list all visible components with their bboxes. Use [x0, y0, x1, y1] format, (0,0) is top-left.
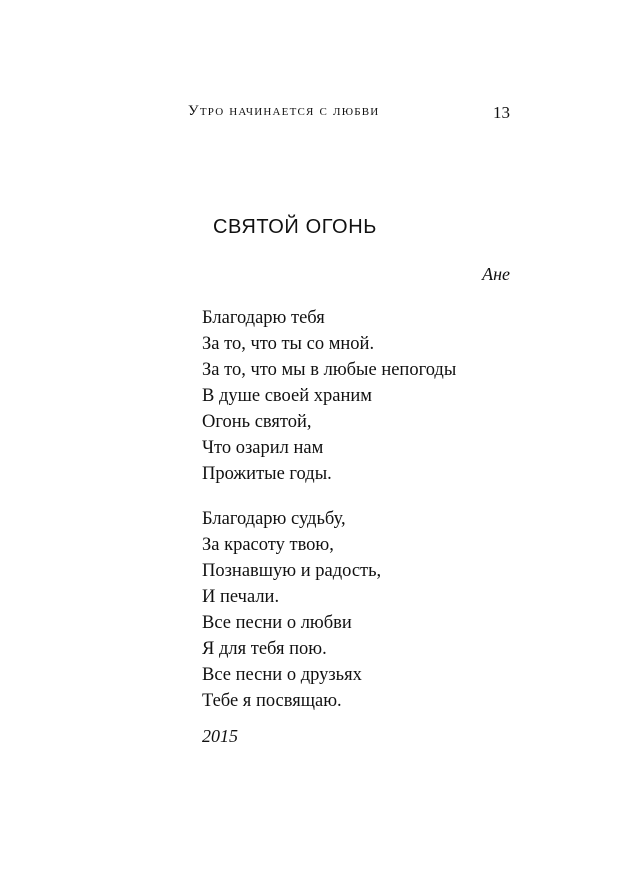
poem-line: Все песни о любви	[202, 613, 352, 633]
dedication: Ане	[482, 264, 510, 284]
poem-line: Благодарю судьбу,	[202, 509, 346, 529]
stanza-2	[202, 506, 532, 714]
poem-line: Прожитые годы.	[202, 464, 332, 484]
poem-line: Благодарю тебя	[202, 308, 325, 328]
running-header	[188, 103, 510, 127]
poem-line: Познавшую и радость,	[202, 561, 382, 581]
running-title: Утро начинается с любви	[188, 103, 380, 119]
poem-line: Огонь святой,	[202, 412, 312, 432]
page-number: 13	[493, 103, 510, 122]
poem-line: И печали.	[202, 587, 280, 607]
poem-title: СВЯТОЙ ОГОНЬ	[213, 216, 377, 238]
poem-line: За то, что мы в любые непогоды	[202, 360, 457, 380]
stanza-1	[202, 305, 532, 487]
poem-line: Все песни о друзьях	[202, 665, 362, 685]
poem-line: За красоту твою,	[202, 535, 334, 555]
poem-year: 2015	[202, 726, 238, 746]
poem-line: Тебе я посвящаю.	[202, 691, 342, 711]
poem-line: В душе своей храним	[202, 386, 372, 406]
poem-line: Что озарил нам	[202, 438, 324, 458]
poem-line: За то, что ты со мной.	[202, 334, 375, 354]
poem-line: Я для тебя пою.	[202, 639, 327, 659]
